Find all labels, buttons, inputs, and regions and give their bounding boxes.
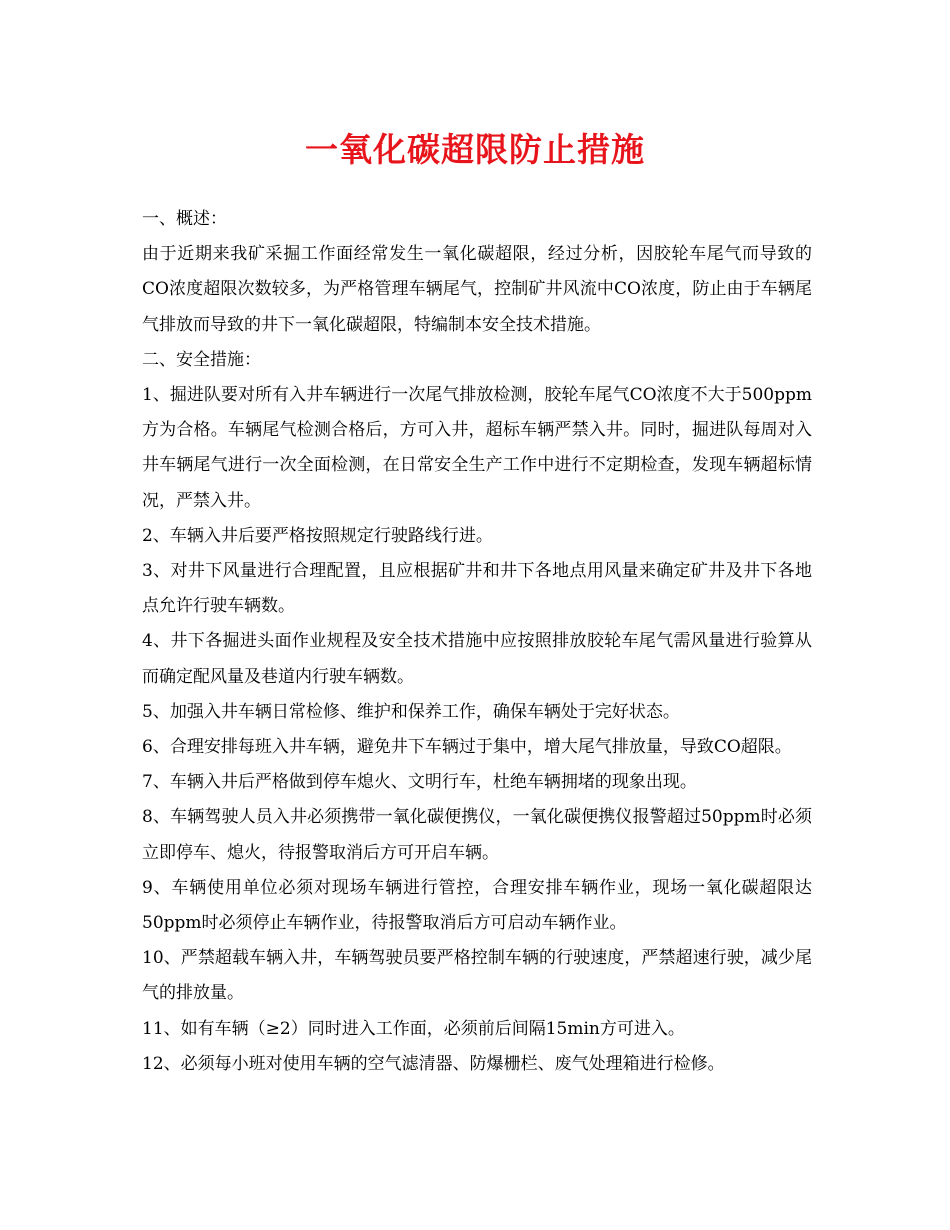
measure-item-4: 4、井下各掘进头面作业规程及安全技术措施中应按照排放胶轮车尾气需风量进行验算从而确定配风量及巷道内行驶车辆数。 [142, 631, 812, 687]
measure-item-12: 12、必须每小班对使用车辆的空气滤清器、防爆栅栏、废气处理箱进行检修。 [142, 1053, 725, 1074]
measure-item-10: 10、严禁超载车辆入井，车辆驾驶员要严格控制车辆的行驶速度，严禁超速行驶，减少尾气的排放量。 [142, 948, 812, 1004]
section-heading-measures: 二、安全措施： [142, 349, 261, 370]
section-heading-overview: 一、概述： [142, 209, 227, 229]
measure-item-1: 1、掘进队要对所有入井车辆进行一次尾气排放检测，胶轮车尾气CO浓度不大于500ppm方为合格。车辆尾气检测合格后，方可入井，超标车辆严禁入井。同时，掘进队每周对入井车辆尾气进行一次全面检测，在日常安全生产工作中进行不定期检查，发现车辆超标情况，严禁入井。 [142, 385, 812, 511]
measure-item-3: 3、对井下风量进行合理配置，且应根据矿井和井下各地点用风量来确定矿井及井下各地点允许行驶车辆数。 [142, 561, 812, 617]
measure-item-7: 7、车辆入井后严格做到停车熄火、文明行车，杜绝车辆拥堵的现象出现。 [142, 772, 697, 793]
measure-item-11: 11、如有车辆（≥2）同时进入工作面，必须前后间隔15min方可进入。 [142, 1018, 685, 1039]
measure-item-9: 9、车辆使用单位必须对现场车辆进行管控，合理安排车辆作业，现场一氧化碳超限达50ppm时必须停止车辆作业，待报警取消后方可启动车辆作业。 [142, 877, 812, 934]
measure-item-2: 2、车辆入井后要严格按照规定行驶路线行进。 [142, 525, 493, 546]
measure-item-5: 5、加强入井车辆日常检修、维护和保养工作，确保车辆处于完好状态。 [142, 701, 680, 722]
document-body [142, 202, 812, 1082]
measure-item-6: 6、合理安排每班入井车辆，避免井下车辆过于集中，增大尾气排放量，导致CO超限。 [142, 737, 792, 758]
overview-paragraph: 由于近期来我矿采掘工作面经常发生一氧化碳超限，经过分析，因胶轮车尾气而导致的CO浓度超限次数较多，为严格管理车辆尾气，控制矿井风流中CO浓度，防止由于车辆尾气排放而导致的井下一氧化碳超限，特编制本安全技术措施。 [142, 244, 812, 335]
document-title: 一氧化碳超限防止措施 [305, 130, 645, 169]
measure-item-8: 8、车辆驾驶人员入井必须携带一氧化碳便携仪，一氧化碳便携仪报警超过50ppm时必须立即停车、熄火，待报警取消后方可开启车辆。 [142, 807, 812, 863]
